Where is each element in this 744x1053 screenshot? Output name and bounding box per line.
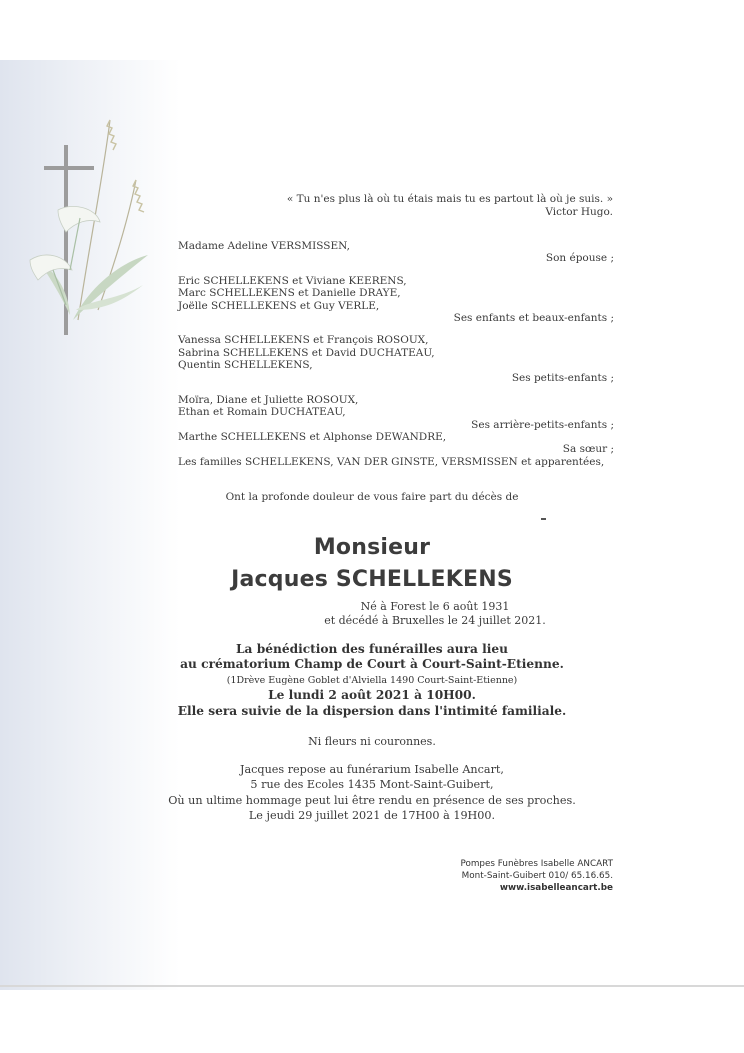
funeral-line-1: La bénédiction des funérailles aura lieu [235, 642, 509, 656]
no-flowers-note: Ni fleurs ni couronnes. [308, 735, 436, 748]
funeral-home-name: Pompes Funèbres Isabelle ANCART [460, 859, 613, 869]
family-line: Les familles SCHELLEKENS, VAN DER GINSTE, VERSMISSEN et apparentées, [178, 455, 605, 468]
family-list [178, 240, 614, 468]
repose-line-3: Où un ultime hommage peut lui être rendu en présence de ses proches. [168, 793, 576, 807]
family-line: Vanessa SCHELLEKENS et François ROSOUX, [178, 334, 429, 347]
birth-line: Né à Forest le 6 août 1931 [360, 600, 510, 613]
quote-text: « Tu n'es plus là où tu étais mais tu es partout là où je suis. » [286, 193, 613, 205]
family-relation: Ses enfants et beaux-enfants ; [453, 311, 614, 324]
funeral-line-2: au crématorium Champ de Court à Court-Saint-Etienne. [180, 657, 564, 672]
family-line: Madame Adeline VERSMISSEN, [178, 240, 351, 252]
funeral-details [0, 642, 744, 719]
cross-and-calla-lilies-icon [18, 110, 158, 360]
scan-mark [541, 518, 546, 520]
family-relation: Sa sœur ; [562, 443, 614, 456]
death-line: et décédé à Bruxelles le 24 juillet 2021. [324, 614, 546, 627]
birth-death-info [260, 600, 610, 628]
funeral-address: (1Drève Eugène Goblet d'Alviella 1490 Court-Saint-Etienne) [226, 674, 518, 686]
funeral-home-info [460, 858, 613, 895]
family-line: Eric SCHELLEKENS et Viviane KEERENS, [178, 274, 407, 287]
page-bottom-edge [0, 985, 744, 987]
funeral-home-phone: Mont-Saint-Guibert 010/ 65.16.65. [461, 871, 613, 882]
family-line: Moïra, Diane et Juliette ROSOUX, [178, 393, 359, 406]
repose-details [0, 762, 744, 823]
family-line: Joëlle SCHELLEKENS et Guy VERLE, [178, 299, 380, 312]
funeral-line-5: Elle sera suivie de la dispersion dans l'intimité familiale. [177, 703, 567, 718]
family-line: Sabrina SCHELLEKENS et David DUCHATEAU, [178, 346, 435, 359]
family-relation: Ses arrière-petits-enfants ; [471, 418, 614, 431]
family-line: Marc SCHELLEKENS et Danielle DRAYE, [178, 287, 401, 300]
family-relation: Son épouse ; [545, 252, 614, 265]
family-line: Quentin SCHELLEKENS, [178, 359, 313, 372]
repose-line-1: Jacques repose au funérarium Isabelle Ancart, [240, 763, 504, 776]
family-line: Marthe SCHELLEKENS et Alphonse DEWANDRE, [178, 431, 447, 444]
family-relation: Ses petits-enfants ; [511, 371, 614, 384]
funeral-date: Le lundi 2 août 2021 à 10H00. [268, 688, 476, 703]
deceased-title: Monsieur [313, 535, 431, 560]
deceased-name: Jacques SCHELLEKENS [231, 567, 513, 592]
announcement-text: Ont la profonde douleur de vous faire part du décès de [225, 491, 519, 503]
family-line: Ethan et Romain DUCHATEAU, [178, 406, 346, 419]
funeral-home-website[interactable]: www.isabelleancart.be [499, 883, 613, 894]
repose-line-2: 5 rue des Ecoles 1435 Mont-Saint-Guibert, [250, 778, 494, 792]
quote-author: Victor Hugo. [545, 205, 613, 218]
quote-block [287, 193, 613, 218]
repose-line-4: Le jeudi 29 juillet 2021 de 17H00 à 19H00. [248, 808, 496, 822]
